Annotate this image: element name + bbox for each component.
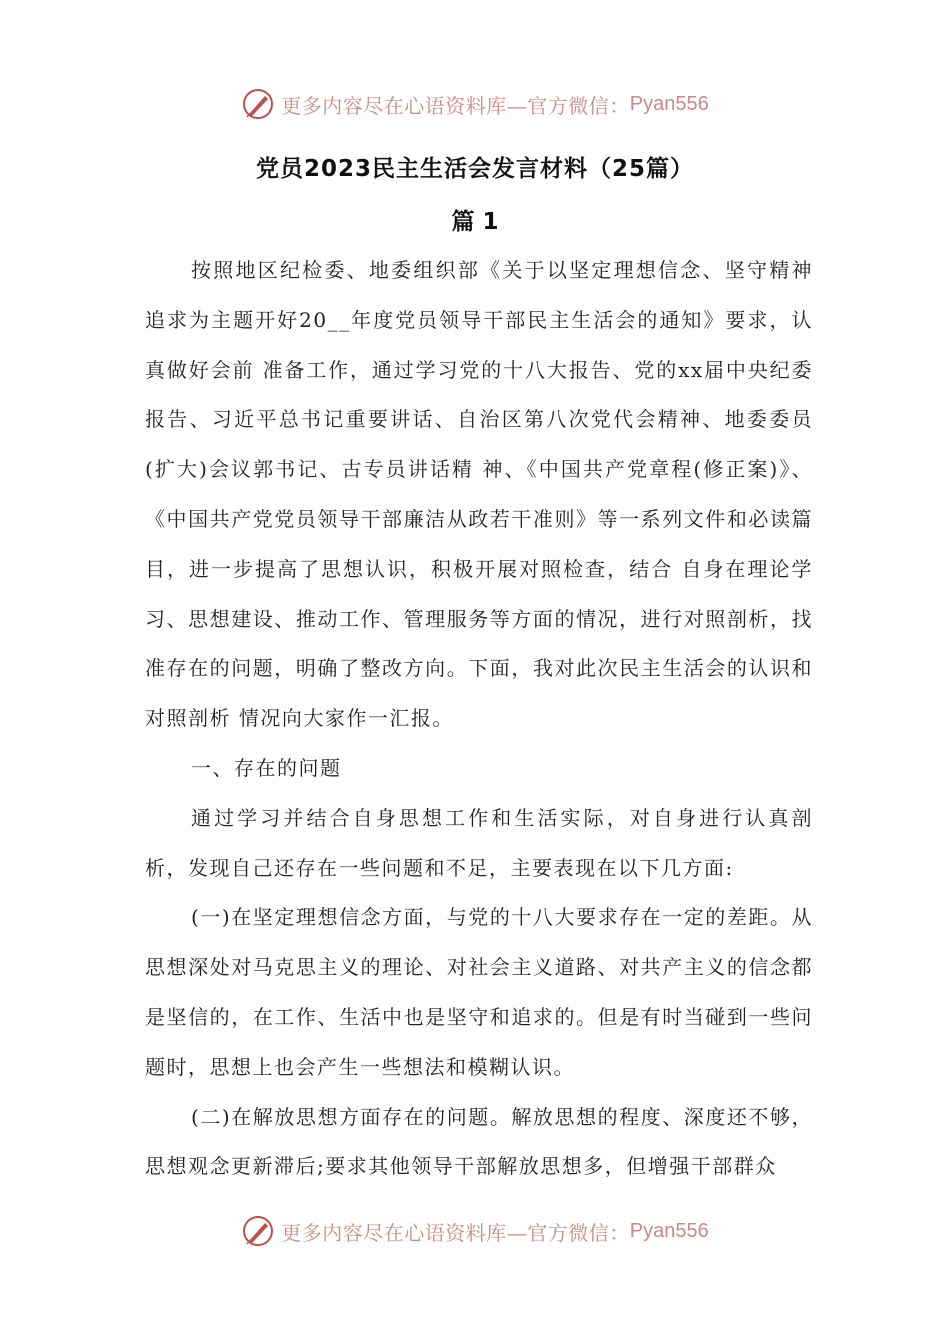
quill-logo-icon <box>241 87 275 121</box>
section-heading-problems: 一、存在的问题 <box>191 755 342 780</box>
watermark-text: 更多内容尽在心语资料库—官方微信： <box>281 1220 630 1245</box>
body-paragraph: 按照地区纪检委、地委组织部《关于以坚定理想信念、坚守精神追求为主题开好20__年度党员领导干部民主生活会的通知》要求，认真做好会前 准备工作，通过学习党的十八大报告、党的xx届中央纪委报告、习近平总书记重要讲话、自治区第八次党代会精神、地委委员(扩大)会议郭书记、古专员讲话精 神、《中国共产党章程(修正案)》、《中国共产党党员领导干部廉洁从政若干准则》等一系列文件和必读篇目，进一步提高了思想认识，积极开展对照检查，结合 自身在理论学习、思想建设、推动工作、管理服务等方面的情况，进行对照剖析，找准存在的问题，明确了整改方向。下面，我对此次民主生活会的认识和对照剖析 情况向大家作一汇报。 <box>145 258 813 731</box>
document-title: 党员2023民主生活会发言材料（25篇） <box>255 156 695 182</box>
footer-watermark <box>0 1211 950 1251</box>
section-heading: 篇 1 <box>451 209 499 235</box>
watermark-text: 更多内容尽在心语资料库—官方微信： <box>281 93 630 118</box>
header-watermark <box>0 84 950 124</box>
body-paragraph: (二)在解放思想方面存在的问题。解放思想的程度、深度还不够，思想观念更新滞后;要求其他领导干部解放思想多，但增强干部群众 <box>145 1104 813 1179</box>
quill-logo-icon <box>241 1214 275 1248</box>
body-paragraph: 通过学习并结合自身思想工作和生活实际，对自身进行认真剖析，发现自己还存在一些问题和不足，主要表现在以下几方面: <box>145 805 813 880</box>
watermark-wechat-id: Pyan556 <box>629 92 709 115</box>
body-paragraph: (一)在坚定理想信念方面，与党的十八大要求存在一定的差距。从思想深处对马克思主义的理论、对社会主义道路、对共产主义的信念都是坚信的，在工作、生活中也是坚守和追求的。但是有时当碰到一些问题时，思想上也会产生一些想法和模糊认识。 <box>145 905 813 1079</box>
watermark-wechat-id: Pyan556 <box>629 1219 709 1242</box>
document-body <box>145 246 813 1192</box>
